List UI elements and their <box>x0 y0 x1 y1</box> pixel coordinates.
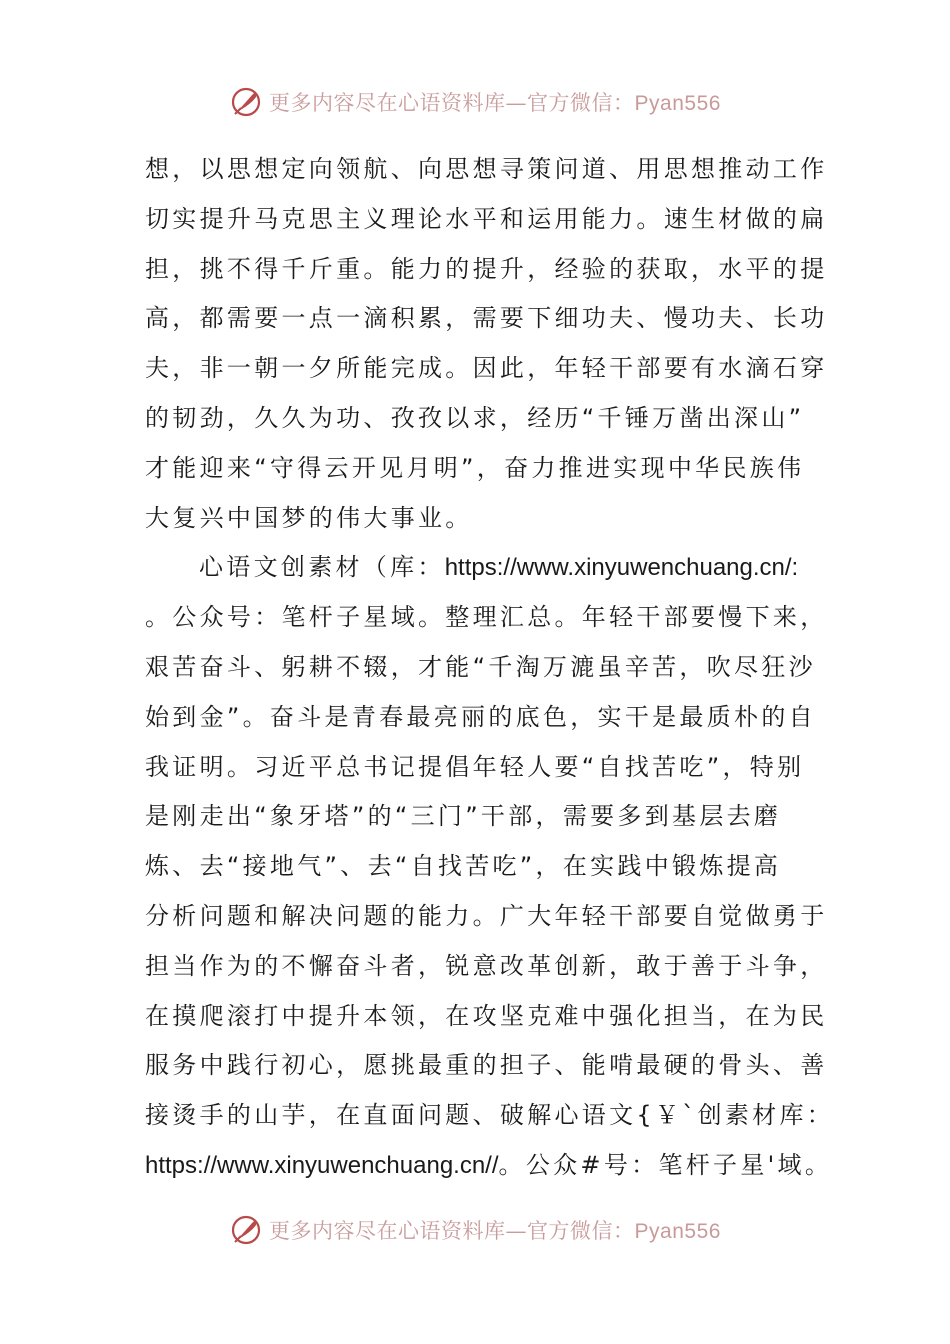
source-url: https://www.xinyuwenchuang.cn// <box>145 1151 499 1179</box>
quill-logo-icon <box>229 85 263 119</box>
header-banner-label: 更多内容尽在心语资料库—官方微信： <box>269 91 635 115</box>
footer-banner-label: 更多内容尽在心语资料库—官方微信： <box>269 1219 635 1243</box>
footer-banner <box>0 1210 950 1250</box>
footer-wechat-id: Pyan556 <box>634 1220 721 1243</box>
source-url: https://www.xinyuwenchuang.cn/: <box>444 554 799 582</box>
text-line: 始到金”。奋斗是青春最亮丽的底色，实干是最质朴的自 <box>145 702 816 731</box>
text-line: 炼、去“接地气”、去“自找苦吃”，在实践中锻炼提高 <box>145 852 782 881</box>
text-line: 我证明。习近平总书记提倡年轻人要“自找苦吃”，特别 <box>145 752 805 781</box>
text-line: 艰苦奋斗、躬耕不辍，才能“千淘万漉虽辛苦，吹尽狂沙 <box>145 652 816 681</box>
footer-banner-text <box>269 1215 721 1245</box>
text-line: 夫，非一朝一夕所能完成。因此，年轻干部要有水滴石穿 <box>145 354 828 383</box>
text-line: 的韧劲，久久为功、孜孜以求，经历“千锤万凿出深山” <box>145 403 805 432</box>
header-banner-text <box>269 87 721 117</box>
header-banner <box>0 82 950 122</box>
text-line: 在摸爬滚打中提升本领，在攻坚克难中强化担当，在为民 <box>145 1001 828 1030</box>
document-body <box>145 145 835 1191</box>
text-line: 担当作为的不懈奋斗者，锐意改革创新，敢于善于斗争， <box>145 951 828 980</box>
paragraph-start-line: 心语文创素材（库：https://www.xinyuwenchuang.cn/: <box>199 553 799 582</box>
text-line: 服务中践行初心，愿挑最重的担子、能啃最硬的骨头、善 <box>145 1051 828 1080</box>
text-line: 接烫手的山芋，在直面问题、破解心语文{￥`创素材库： <box>145 1101 835 1130</box>
text-line: https://www.xinyuwenchuang.cn//。公众#号：笔杆子星'域。 <box>145 1150 833 1179</box>
text-line: 高，都需要一点一滴积累，需要下细功夫、慢功夫、长功 <box>145 304 828 333</box>
text-line: 切实提升马克思主义理论水平和运用能力。速生材做的扁 <box>145 204 828 233</box>
text-line: 才能迎来“守得云开见月明”，奋力推进实现中华民族伟 <box>145 453 805 482</box>
text-line: 担，挑不得千斤重。能力的提升，经验的获取，水平的提 <box>145 254 828 283</box>
quill-logo-icon <box>229 1213 263 1247</box>
text-line: 分析问题和解决问题的能力。广大年轻干部要自觉做勇于 <box>145 901 828 930</box>
text-line: 想，以思想定向领航、向思想寻策问道、用思想推动工作 <box>145 155 828 183</box>
text-line: 大复兴中国梦的伟大事业。 <box>145 503 473 532</box>
text-line: 是刚走出“象牙塔”的“三门”干部，需要多到基层去磨 <box>145 802 782 831</box>
text-line: 。公众号：笔杆子星域。整理汇总。年轻干部要慢下来， <box>145 603 828 632</box>
header-wechat-id: Pyan556 <box>634 92 721 115</box>
